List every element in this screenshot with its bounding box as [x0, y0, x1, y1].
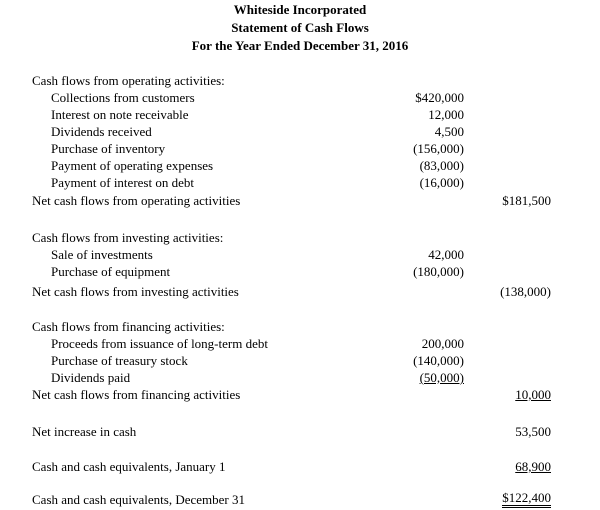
company-name: Whiteside Incorporated: [233, 2, 367, 17]
financing-net-label: Net cash flows from financing activities: [32, 387, 241, 402]
line-item-amount: 12,000: [428, 107, 464, 122]
line-item-amount: 42,000: [428, 247, 464, 262]
line-item: [0, 89, 600, 106]
line-item: [0, 263, 600, 280]
line-item-amount: (50,000): [419, 370, 464, 385]
investing-heading: Cash flows from investing activities:: [32, 230, 224, 245]
line-item-label: Dividends received: [51, 124, 152, 139]
beginning-cash-amount: 68,900: [515, 459, 551, 474]
line-item: [0, 352, 600, 369]
line-item-amount: 200,000: [421, 336, 464, 351]
line-item-label: Payment of operating expenses: [51, 158, 214, 173]
line-item: [0, 335, 600, 352]
investing-net-row: [0, 283, 600, 300]
ending-cash-amount: $122,400: [502, 491, 551, 508]
line-item-label: Sale of investments: [51, 247, 153, 262]
financing-heading: Cash flows from financing activities:: [32, 319, 225, 334]
line-item-amount: (16,000): [419, 175, 464, 190]
line-item-label: Purchase of equipment: [51, 264, 171, 279]
beginning-cash-row: [0, 458, 600, 475]
investing-net-amount: (138,000): [500, 284, 551, 299]
net-increase-label: Net increase in cash: [32, 424, 137, 439]
line-item: [0, 106, 600, 123]
investing-net-label: Net cash flows from investing activities: [32, 284, 239, 299]
line-item-label: Purchase of treasury stock: [51, 353, 188, 368]
line-item-amount: (180,000): [413, 264, 464, 279]
line-item-label: Dividends paid: [51, 370, 131, 385]
line-item: [0, 140, 600, 157]
financing-net-row: [0, 386, 600, 403]
line-item-label: Payment of interest on debt: [51, 175, 194, 190]
operating-heading: Cash flows from operating activities:: [32, 73, 225, 88]
investing-heading-row: [0, 229, 600, 246]
line-item-label: Interest on note receivable: [51, 107, 189, 122]
net-increase-row: [0, 423, 600, 440]
statement-title: Statement of Cash Flows: [231, 20, 369, 35]
line-item-amount: (156,000): [413, 141, 464, 156]
line-item: [0, 123, 600, 140]
operating-heading-row: [0, 72, 600, 89]
ending-cash-row: [0, 491, 600, 508]
line-item: [0, 157, 600, 174]
line-item-amount: (83,000): [419, 158, 464, 173]
beginning-cash-label: Cash and cash equivalents, January 1: [32, 459, 226, 474]
line-item-label: Collections from customers: [51, 90, 195, 105]
ending-cash-label: Cash and cash equivalents, December 31: [32, 492, 245, 507]
line-item-amount: $420,000: [415, 90, 464, 105]
operating-net-row: [0, 192, 600, 209]
line-item-amount: (140,000): [413, 353, 464, 368]
financing-heading-row: [0, 318, 600, 335]
statement-period: For the Year Ended December 31, 2016: [191, 38, 409, 53]
operating-net-label: Net cash flows from operating activities: [32, 193, 241, 208]
line-item: [0, 246, 600, 263]
line-item-label: Proceeds from issuance of long-term debt: [51, 336, 268, 351]
operating-net-amount: $181,500: [502, 193, 551, 208]
line-item-amount: 4,500: [434, 124, 464, 139]
line-item: [0, 369, 600, 386]
financing-net-amount: 10,000: [515, 387, 551, 402]
net-increase-amount: 53,500: [515, 424, 551, 439]
line-item: [0, 174, 600, 191]
line-item-label: Purchase of inventory: [51, 141, 166, 156]
